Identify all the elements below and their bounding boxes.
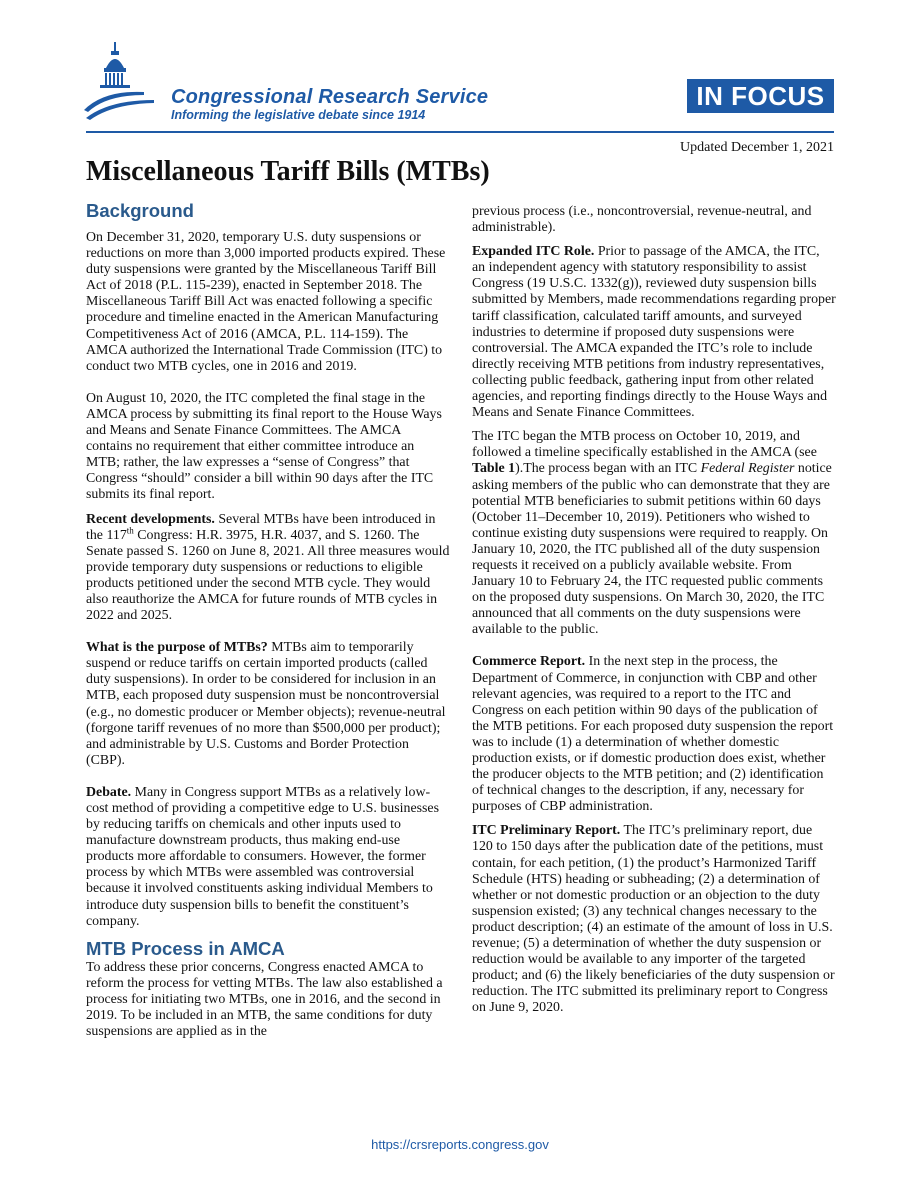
paragraph-lead: Commerce Report.	[472, 654, 586, 670]
paragraph	[86, 785, 450, 930]
org-tagline: Informing the legislative debate since 1914	[171, 108, 426, 122]
paragraph-text: MTBs aim to temporarily suspend or reduce tariffs on certain imported products (called duty suspensions). In order to be considered for inclusion in an MTB, each proposed duty suspension must be noncontroversial (e.g., no domestic producer or Member objects); revenue-neutral (forgone tariff revenues of no more than $500,000 per product); and administrable by U.S. Customs and Border Protection (CBP).	[86, 640, 446, 768]
heading-mtb-process: MTB Process in AMCA	[86, 937, 285, 959]
capitol-dome-icon	[84, 40, 174, 130]
updated-date: Updated December 1, 2021	[680, 140, 834, 155]
paragraph-text: Prior to passage of the AMCA, the ITC, an independent agency with statutory responsibility to assist Congress (19 U.S.C. 1332(g)), reviewed duty suspension bills submitted by Members, made recommendations regarding proper tariff classification, calculated tariff amounts, and surveyed industries to determine if proposed duty suspensions were controversial. The AMCA expanded the ITC’s role to include directly receiving MTB petitions from industry representatives, collecting public feedback, gathering input from other related agencies, and reporting findings directly to the House Ways and Means and Senate Finance Committees.	[472, 244, 836, 421]
paragraph	[472, 823, 836, 1016]
paragraph-text: Several MTBs have been introduced in the 117	[86, 511, 436, 543]
paragraph-lead: ITC Preliminary Report.	[472, 823, 621, 839]
table-reference-link[interactable]: Table 1	[472, 461, 516, 477]
in-focus-badge: IN FOCUS	[687, 79, 834, 113]
page-title: Miscellaneous Tariff Bills (MTBs)	[86, 156, 490, 187]
right-column	[472, 204, 836, 1033]
paragraph-text: The ITC began the MTB process on October 10, 2019, and followed a timeline specifically established in the AMCA (see	[472, 429, 817, 461]
italic-text: Federal Register	[700, 461, 795, 477]
paragraph	[86, 512, 450, 625]
paragraph	[86, 640, 450, 769]
paragraph-lead: Expanded ITC Role.	[472, 244, 595, 260]
paragraph-text: ).The process began with an ITC	[515, 461, 701, 477]
paragraph-lead: What is the purpose of MTBs?	[86, 640, 268, 656]
paragraph: On December 31, 2020, temporary U.S. duty suspensions or reductions on more than 3,000 imported products expired. These duty suspensions were granted by the Miscellaneous Tariff Bill Act of 2018 (P.L. 115-239), enacted in September 2018. The Miscellaneous Tariff Bill Act was enacted following a specific procedure and timeline enacted in the American Manufacturing Competitiveness Act of 2016 (AMCA, P.L. 114-159). The AMCA authorized the International Trade Commission (ITC) to conduct two MTB cycles, one in 2016 and 2019.	[86, 230, 446, 374]
page-header	[0, 0, 920, 155]
paragraph	[472, 654, 836, 815]
paragraph: On August 10, 2020, the ITC completed the final stage in the AMCA process by submitting its final report to the House Ways and Means and Senate Finance Committees. The AMCA contains no requirement that either committee introduce an MTB; rather, the law expresses a “sense of Congress” that Congress “should” consider a bill within 90 days after the ITC submits its final report.	[86, 390, 442, 503]
paragraph: To address these prior concerns, Congress enacted AMCA to reform the process for vetting MTBs. The law also established a process for initiating two MTBs, one in 2016, and the second in 2019. To be included in an MTB, the same conditions for duty suspensions are applied as in the	[86, 959, 443, 1040]
paragraph-lead: Recent developments.	[86, 511, 215, 527]
paragraph	[472, 244, 836, 421]
org-name: Congressional Research Service	[171, 86, 489, 108]
paragraph-text: In the next step in the process, the Department of Commerce, in conjunction with CBP and other relevant agencies, was required to a report to the ITC and Congress on each petition within 90 days of the publication of the MTB petitions. For each proposed duty suspension the report was to include (1) a determination of whether domestic production exists, or if domestic production does exist, whether the producer objects to the MTB petition; and (2) identification of technical changes to the description, if any, necessary for purposes of CBP administration.	[472, 654, 834, 815]
footer-url-link[interactable]: https://crsreports.congress.gov	[371, 1137, 549, 1152]
paragraph-text: The ITC’s preliminary report, due 120 to 150 days after the publication date of the petitions, must contain, for each petition, (1) the product’s Harmonized Tariff Schedule (HTS) heading or subheading; (2) a determination of whether or not domestic production or an objection to the duty suspension existed; (3) any technical changes necessary to the product description; (4) an estimate of the amount of loss in U.S. revenue; (5) a determination of whether the duty suspension or reduction would be available to any importer of the targeted product; and (6) the likely beneficiaries of the duty suspension or reduction. The ITC submitted its preliminary report to Congress on June 9, 2020.	[472, 823, 835, 1016]
paragraph-text: notice asking members of the public who can demonstrate that they are potential MTB beneficiaries to submit petitions within 60 days (October 11–December 10, 2019). Petitioners who wished to continue existing duty suspensions were required to reapply. On January 10, 2020, the ITC published all of the duty suspension requests it received on a publicly available website. From January 10 to February 24, the ITC requested public comments on the proposed duty suspensions. On March 30, 2020, the ITC announced that all comments on the duty suspensions were available to the public.	[472, 461, 832, 638]
header-rule	[86, 131, 834, 133]
paragraph-text: Congress: H.R. 3975, H.R. 4037, and S. 1260. The Senate passed S. 1260 on June 8, 2021. All three measures would provide temporary duty suspensions or reductions to eligible products petitioned under the second MTB cycle. They would also reauthorize the AMCA for future rounds of MTB cycles in 2022 and 2025.	[86, 527, 450, 624]
left-column	[86, 200, 450, 1056]
paragraph-lead: Debate.	[86, 784, 132, 800]
heading-background: Background	[86, 200, 194, 221]
superscript: th	[126, 524, 134, 535]
paragraph: previous process (i.e., noncontroversial, revenue-neutral, and administrable).	[472, 204, 812, 236]
paragraph	[472, 429, 836, 638]
paragraph-text: Many in Congress support MTBs as a relatively low-cost method of providing a competitive edge to U.S. businesses by reducing tariffs on chemicals and other inputs used to manufacture downstream products, thus making end-use products more affordable to consumers. However, the former process by which MTBs were assembled was controversial because it involved constituents asking individual Members to introduce duty suspension bills to benefit the constituent’s company.	[86, 784, 439, 929]
